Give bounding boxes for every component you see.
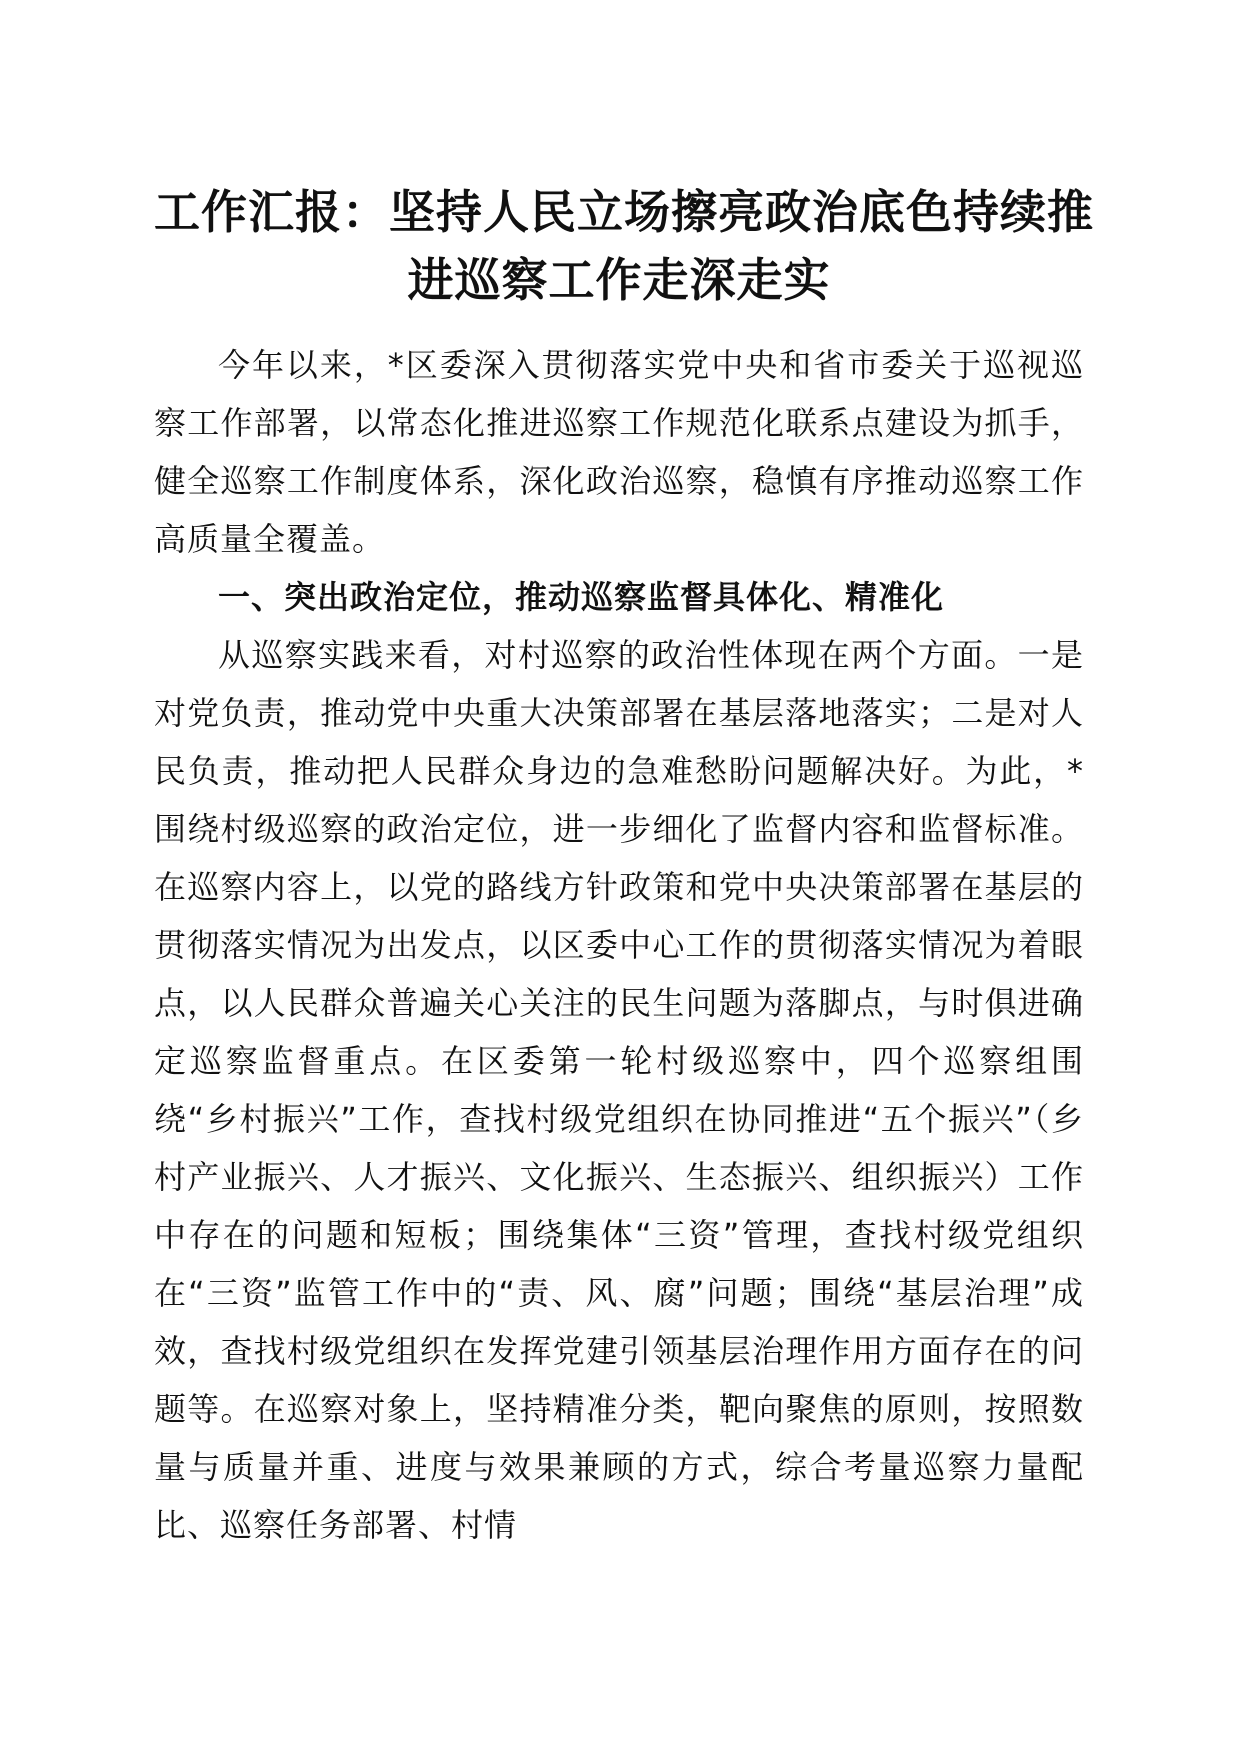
document-title-line-2: 进巡察工作走深走实 <box>407 253 831 307</box>
section-1-paragraph: 从巡察实践来看，对村巡察的政治性体现在两个方面。一是对党负责，推动党中央重大决策部署在基层落地落实；二是对人民负责，推动把人民群众身边的急难愁盼问题解决好。为此，*围绕村级巡察的政治定位，进一步细化了监督内容和监督标准。在巡察内容上，以党的路线方针政策和党中央决策部署在基层的贯彻落实情况为出发点，以区委中心工作的贯彻落实情况为着眼点，以人民群众普遍关心关注的民生问题为落脚点，与时俱进确定巡察监督重点。在区委第一轮村级巡察中，四个巡察组围绕“乡村振兴”工作，查找村级党组织在协同推进“五个振兴”（乡村产业振兴、人才振兴、文化振兴、生态振兴、组织振兴）工作中存在的问题和短板；围绕集体“三资”管理，查找村级党组织在“三资”监管工作中的“责、风、腐”问题；围绕“基层治理”成效，查找村级党组织在发挥党建引领基层治理作用方面存在的问题等。在巡察对象上，坚持精准分类，靶向聚焦的原则，按照数量与质量并重、进度与效果兼顾的方式，综合考量巡察力量配比、巡察任务部署、村情 <box>154 636 1084 1544</box>
intro-paragraph: 今年以来，*区委深入贯彻落实党中央和省市委关于巡视巡察工作部署，以常态化推进巡察工作规范化联系点建设为抓手，健全巡察工作制度体系，深化政治巡察，稳慎有序推动巡察工作高质量全覆盖。 <box>154 346 1084 558</box>
document-title <box>154 178 1094 314</box>
document-title-line-1: 工作汇报：坚持人民立场擦亮政治底色持续推 <box>154 185 1094 239</box>
section-1-heading: 一、突出政治定位，推动巡察监督具体化、精准化 <box>218 578 945 616</box>
document-body <box>154 178 1094 1554</box>
